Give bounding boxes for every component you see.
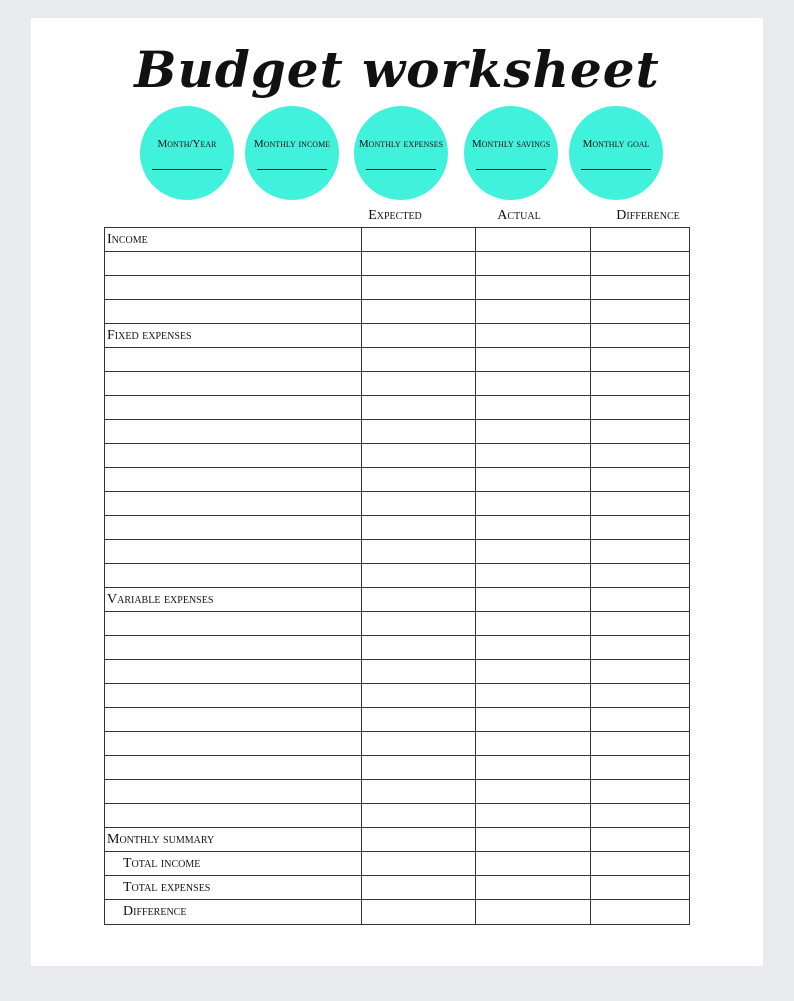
row-label-cell[interactable] bbox=[105, 468, 362, 491]
table-cell[interactable] bbox=[362, 396, 476, 419]
row-label-cell[interactable] bbox=[105, 372, 362, 395]
table-row bbox=[105, 588, 689, 612]
row-label-cell[interactable] bbox=[105, 348, 362, 371]
table-row bbox=[105, 732, 689, 756]
table-cell[interactable] bbox=[476, 708, 591, 731]
row-label-cell[interactable] bbox=[105, 324, 362, 347]
table-cell[interactable] bbox=[362, 564, 476, 587]
table-row bbox=[105, 564, 689, 588]
table-row bbox=[105, 756, 689, 780]
summary-circle bbox=[245, 106, 339, 200]
table-cell[interactable] bbox=[476, 540, 591, 563]
table-cell[interactable] bbox=[476, 396, 591, 419]
summary-circle bbox=[569, 106, 663, 200]
table-row bbox=[105, 348, 689, 372]
table-cell[interactable] bbox=[362, 828, 476, 851]
table-cell[interactable] bbox=[476, 588, 591, 611]
summary-circle-label: Monthly goal bbox=[582, 138, 650, 150]
table-row bbox=[105, 228, 689, 252]
table-row bbox=[105, 636, 689, 660]
table-cell[interactable] bbox=[476, 612, 591, 635]
row-label: Total expenses bbox=[123, 880, 211, 895]
table-cell[interactable] bbox=[362, 900, 476, 924]
row-label-cell[interactable] bbox=[105, 492, 362, 515]
table-cell[interactable] bbox=[591, 588, 691, 611]
table-cell[interactable] bbox=[476, 420, 591, 443]
summary-circle-label: Monthly savings bbox=[471, 138, 551, 150]
table-row bbox=[105, 492, 689, 516]
table-cell[interactable] bbox=[591, 420, 691, 443]
row-label-cell[interactable] bbox=[105, 588, 362, 611]
row-label-cell[interactable] bbox=[105, 516, 362, 539]
summary-circle bbox=[354, 106, 448, 200]
table-cell[interactable] bbox=[362, 372, 476, 395]
row-label-cell[interactable] bbox=[105, 612, 362, 635]
row-label-cell[interactable] bbox=[105, 540, 362, 563]
table-cell[interactable] bbox=[362, 708, 476, 731]
table-row bbox=[105, 276, 689, 300]
table-cell[interactable] bbox=[591, 684, 691, 707]
row-label-cell[interactable] bbox=[105, 708, 362, 731]
table-row bbox=[105, 828, 689, 852]
row-label: Income bbox=[107, 232, 148, 247]
table-cell[interactable] bbox=[476, 444, 591, 467]
table-cell[interactable] bbox=[591, 564, 691, 587]
row-label: Total income bbox=[123, 856, 201, 871]
table-cell[interactable] bbox=[362, 492, 476, 515]
worksheet-page bbox=[31, 18, 763, 966]
table-cell[interactable] bbox=[591, 540, 691, 563]
table-cell[interactable] bbox=[362, 588, 476, 611]
table-cell[interactable] bbox=[476, 372, 591, 395]
table-cell[interactable] bbox=[591, 444, 691, 467]
row-label-cell[interactable] bbox=[105, 444, 362, 467]
column-header: Actual bbox=[497, 208, 541, 223]
table-cell[interactable] bbox=[476, 300, 591, 323]
summary-circle-fill-line[interactable] bbox=[152, 169, 222, 170]
row-label-cell[interactable] bbox=[105, 300, 362, 323]
summary-circle-fill-line[interactable] bbox=[257, 169, 327, 170]
summary-circle-label: Month/Year bbox=[157, 138, 217, 150]
table-cell[interactable] bbox=[362, 420, 476, 443]
page-title: Budget worksheet bbox=[134, 40, 660, 99]
row-label-cell[interactable] bbox=[105, 780, 362, 803]
table-cell[interactable] bbox=[591, 276, 691, 299]
table-cell[interactable] bbox=[591, 636, 691, 659]
table-cell[interactable] bbox=[591, 660, 691, 683]
table-cell[interactable] bbox=[476, 852, 591, 875]
table-cell[interactable] bbox=[591, 468, 691, 491]
table-cell[interactable] bbox=[362, 252, 476, 275]
table-cell[interactable] bbox=[591, 852, 691, 875]
table-cell[interactable] bbox=[591, 300, 691, 323]
table-cell[interactable] bbox=[591, 804, 691, 827]
table-row bbox=[105, 396, 689, 420]
table-cell[interactable] bbox=[362, 228, 476, 251]
row-label-cell[interactable] bbox=[105, 852, 362, 875]
table-cell[interactable] bbox=[476, 636, 591, 659]
row-label-cell[interactable] bbox=[105, 684, 362, 707]
table-cell[interactable] bbox=[476, 468, 591, 491]
row-label: Variable expenses bbox=[107, 592, 214, 607]
table-cell[interactable] bbox=[362, 300, 476, 323]
table-cell[interactable] bbox=[591, 516, 691, 539]
table-cell[interactable] bbox=[476, 804, 591, 827]
table-cell[interactable] bbox=[362, 324, 476, 347]
table-row bbox=[105, 540, 689, 564]
table-cell[interactable] bbox=[591, 612, 691, 635]
row-label-cell[interactable] bbox=[105, 276, 362, 299]
table-cell[interactable] bbox=[476, 516, 591, 539]
table-cell[interactable] bbox=[476, 348, 591, 371]
table-row bbox=[105, 252, 689, 276]
row-label-cell[interactable] bbox=[105, 252, 362, 275]
column-header: Expected bbox=[368, 208, 422, 223]
row-label: Monthly summary bbox=[107, 832, 215, 847]
row-label-cell[interactable] bbox=[105, 636, 362, 659]
table-row bbox=[105, 420, 689, 444]
table-row bbox=[105, 324, 689, 348]
table-cell[interactable] bbox=[362, 660, 476, 683]
row-label-cell[interactable] bbox=[105, 900, 362, 924]
table-row bbox=[105, 684, 689, 708]
table-cell[interactable] bbox=[362, 876, 476, 899]
table-row bbox=[105, 708, 689, 732]
row-label-cell[interactable] bbox=[105, 420, 362, 443]
table-row bbox=[105, 900, 689, 924]
table-cell[interactable] bbox=[362, 612, 476, 635]
table-row bbox=[105, 444, 689, 468]
table-cell[interactable] bbox=[591, 900, 691, 924]
table-cell[interactable] bbox=[476, 900, 591, 924]
row-label-cell[interactable] bbox=[105, 732, 362, 755]
table-cell[interactable] bbox=[362, 468, 476, 491]
table-cell[interactable] bbox=[476, 876, 591, 899]
table-row bbox=[105, 516, 689, 540]
table-cell[interactable] bbox=[362, 756, 476, 779]
table-row bbox=[105, 300, 689, 324]
table-row bbox=[105, 468, 689, 492]
table-cell[interactable] bbox=[362, 852, 476, 875]
table-cell[interactable] bbox=[362, 636, 476, 659]
row-label-cell[interactable] bbox=[105, 660, 362, 683]
summary-circle-label: Monthly income bbox=[253, 138, 331, 150]
row-label-cell[interactable] bbox=[105, 228, 362, 251]
table-row bbox=[105, 852, 689, 876]
table-cell[interactable] bbox=[591, 756, 691, 779]
table-row bbox=[105, 372, 689, 396]
table-cell[interactable] bbox=[476, 252, 591, 275]
table-cell[interactable] bbox=[591, 396, 691, 419]
table-row bbox=[105, 876, 689, 900]
table-cell[interactable] bbox=[362, 804, 476, 827]
table-cell[interactable] bbox=[362, 348, 476, 371]
row-label-cell[interactable] bbox=[105, 756, 362, 779]
row-label: Fixed expenses bbox=[107, 328, 192, 343]
table-cell[interactable] bbox=[362, 684, 476, 707]
summary-circle bbox=[140, 106, 234, 200]
table-cell[interactable] bbox=[362, 540, 476, 563]
table-cell[interactable] bbox=[476, 228, 591, 251]
table-cell[interactable] bbox=[591, 228, 691, 251]
table-row bbox=[105, 780, 689, 804]
table-cell[interactable] bbox=[591, 876, 691, 899]
table-cell[interactable] bbox=[591, 828, 691, 851]
table-cell[interactable] bbox=[591, 780, 691, 803]
table-cell[interactable] bbox=[476, 564, 591, 587]
row-label-cell[interactable] bbox=[105, 564, 362, 587]
table-row bbox=[105, 612, 689, 636]
summary-circle-fill-line[interactable] bbox=[366, 169, 436, 170]
table-cell[interactable] bbox=[476, 684, 591, 707]
table-cell[interactable] bbox=[591, 324, 691, 347]
table-cell[interactable] bbox=[476, 756, 591, 779]
table-cell[interactable] bbox=[591, 348, 691, 371]
table-cell[interactable] bbox=[362, 516, 476, 539]
table-cell[interactable] bbox=[362, 444, 476, 467]
table-cell[interactable] bbox=[476, 828, 591, 851]
budget-table bbox=[104, 227, 690, 925]
table-cell[interactable] bbox=[591, 492, 691, 515]
table-cell[interactable] bbox=[591, 732, 691, 755]
summary-circle bbox=[464, 106, 558, 200]
table-cell[interactable] bbox=[476, 660, 591, 683]
summary-circles bbox=[31, 18, 763, 218]
table-cell[interactable] bbox=[476, 732, 591, 755]
table-cell[interactable] bbox=[476, 780, 591, 803]
column-header: Difference bbox=[616, 208, 680, 223]
table-cell[interactable] bbox=[476, 324, 591, 347]
row-label-cell[interactable] bbox=[105, 804, 362, 827]
table-cell[interactable] bbox=[591, 708, 691, 731]
row-label: Difference bbox=[123, 904, 187, 919]
summary-circle-label: Monthly expenses bbox=[358, 138, 444, 150]
table-cell[interactable] bbox=[476, 492, 591, 515]
table-cell[interactable] bbox=[362, 276, 476, 299]
table-cell[interactable] bbox=[362, 732, 476, 755]
table-cell[interactable] bbox=[591, 372, 691, 395]
table-cell[interactable] bbox=[476, 276, 591, 299]
row-label-cell[interactable] bbox=[105, 396, 362, 419]
summary-circle-fill-line[interactable] bbox=[476, 169, 546, 170]
row-label-cell[interactable] bbox=[105, 828, 362, 851]
table-row bbox=[105, 804, 689, 828]
table-cell[interactable] bbox=[362, 780, 476, 803]
row-label-cell[interactable] bbox=[105, 876, 362, 899]
table-cell[interactable] bbox=[591, 252, 691, 275]
table-row bbox=[105, 660, 689, 684]
summary-circle-fill-line[interactable] bbox=[581, 169, 651, 170]
